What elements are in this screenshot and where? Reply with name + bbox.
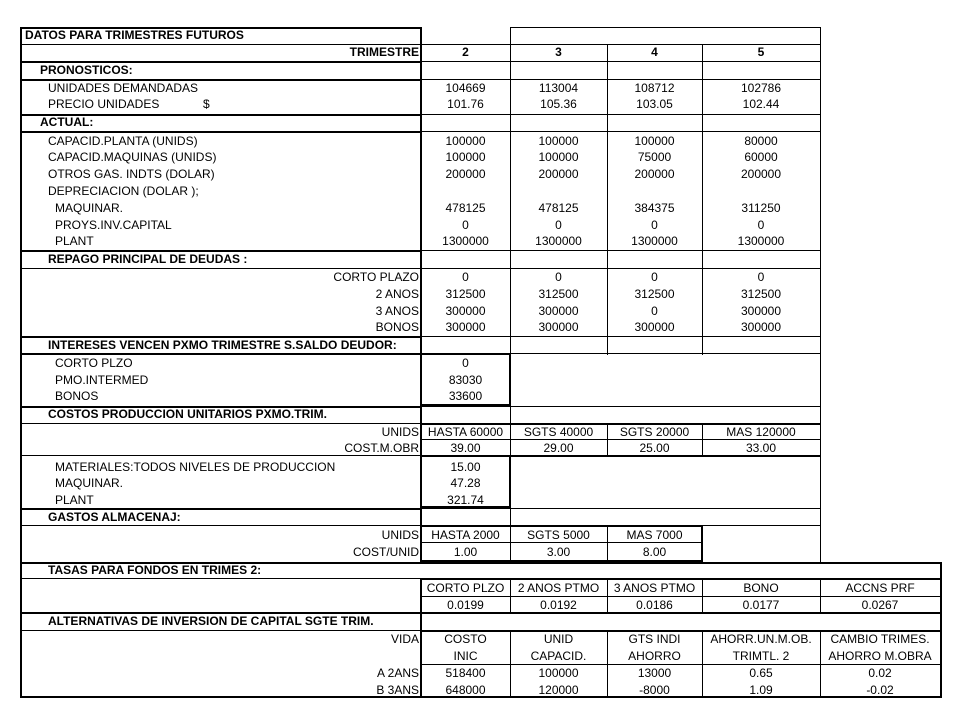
data-cell: SGTS 5000	[527, 528, 590, 542]
column-header: INIC	[453, 649, 478, 663]
row-label: UNIDS	[381, 425, 419, 439]
grid-line	[20, 268, 820, 269]
row-label: MAQUINAR.	[55, 476, 124, 490]
data-cell: 102786	[740, 81, 782, 95]
data-cell: 300000	[445, 320, 486, 334]
column-header: GTS INDI	[628, 632, 681, 646]
data-cell: 0.0199	[447, 598, 484, 612]
row-label: VIDA	[390, 632, 419, 646]
data-cell: 300000	[538, 320, 579, 334]
row-label: UNIDS	[381, 528, 419, 542]
data-cell: 200000	[740, 167, 782, 181]
column-header: AHORR.UN.M.OB.	[710, 632, 812, 646]
column-header: TRIMTL. 2	[732, 649, 790, 663]
section-header-almacenaj: GASTOS ALMACENAJ:	[48, 510, 181, 524]
data-cell: 25.00	[639, 441, 670, 455]
data-cell: 108712	[634, 81, 675, 95]
column-header: CAMBIO TRIMES.	[830, 632, 930, 646]
data-cell: 300000	[538, 304, 579, 318]
column-header: AHORRO M.OBRA	[828, 649, 932, 663]
row-label: OTROS GAS. INDTS (DOLAR)	[48, 167, 215, 181]
data-cell: 33.00	[745, 441, 777, 455]
row-label: CORTO PLZO	[55, 356, 133, 370]
row-label: CAPACID.PLANTA (UNIDS)	[48, 134, 198, 148]
data-cell: 300000	[740, 304, 782, 318]
data-cell: 1.09	[749, 683, 773, 697]
data-cell: CORTO PLZO	[426, 581, 505, 595]
grid-line	[420, 578, 941, 580]
data-cell: 200000	[445, 167, 486, 181]
section-header-actual: ACTUAL:	[40, 115, 94, 129]
data-cell: 311250	[741, 201, 781, 215]
data-cell: 312500	[445, 287, 486, 301]
data-cell: 103.05	[636, 97, 673, 111]
data-cell: 100000	[538, 134, 579, 148]
data-cell: 60000	[744, 150, 778, 164]
row-label: 2 ANOS	[375, 287, 419, 301]
data-cell: 478125	[445, 201, 486, 215]
data-cell: 29.00	[543, 441, 574, 455]
data-cell: MAS 7000	[626, 528, 683, 542]
data-cell: -8000	[639, 683, 670, 697]
column-header: UNID	[543, 632, 574, 646]
grid-line	[420, 353, 511, 355]
data-cell: 312500	[538, 287, 579, 301]
row-label: PROYS.INV.CAPITAL	[55, 218, 172, 232]
grid-line	[20, 353, 420, 355]
data-cell: 100000	[634, 134, 675, 148]
row-label: DEPRECIACION (DOLAR );	[48, 184, 199, 198]
section-header-tasas: TASAS PARA FONDOS EN TRIMES 2:	[48, 563, 262, 577]
data-cell: 478125	[538, 201, 579, 215]
data-cell: 0.65	[749, 666, 773, 680]
data-cell: 0.0192	[540, 598, 577, 612]
data-cell: -0.02	[866, 683, 894, 697]
data-cell: 518400	[445, 666, 486, 680]
data-cell: 3 ANOS PTMO	[613, 581, 696, 595]
row-label: MAQUINAR.	[55, 201, 124, 215]
data-cell: 0	[651, 304, 658, 318]
data-cell: 0	[757, 218, 765, 232]
data-cell: 33600	[448, 389, 483, 403]
quarter-header: 3	[555, 45, 562, 59]
data-cell: 39.00	[450, 441, 481, 455]
data-cell: 100000	[445, 150, 486, 164]
row-label: 3 ANOS	[375, 304, 419, 318]
sheet-title: DATOS PARA TRIMESTRES FUTUROS	[25, 28, 244, 42]
data-cell: 0.0267	[861, 598, 899, 612]
data-cell: 312500	[740, 287, 782, 301]
data-cell: 0.02	[868, 666, 892, 680]
data-cell: 100000	[445, 134, 486, 148]
row-label: COST/UNID	[353, 545, 419, 559]
row-label: CORTO PLAZO	[333, 270, 419, 284]
data-cell: 101.76	[447, 97, 484, 111]
grid-line	[820, 27, 821, 563]
trimestre-label: TRIMESTRE	[349, 45, 419, 59]
data-cell: ACCNS PRF	[845, 581, 915, 595]
data-cell: 0	[462, 270, 469, 284]
data-cell: 13000	[637, 666, 672, 680]
grid-line	[420, 542, 702, 543]
row-label: BONOS	[375, 320, 419, 334]
data-cell: 300000	[445, 304, 486, 318]
data-cell: 200000	[634, 167, 675, 181]
data-cell: 200000	[538, 167, 579, 181]
data-cell: 0	[555, 218, 562, 232]
quarter-header: 5	[757, 45, 765, 59]
grid-line	[420, 439, 820, 440]
grid-line	[420, 664, 941, 665]
data-cell: 100000	[538, 150, 579, 164]
data-cell: 0	[651, 270, 658, 284]
data-cell: 384375	[634, 201, 675, 215]
column-header: COSTO	[444, 632, 487, 646]
column-header: CAPACID.	[530, 649, 587, 663]
section-header-repago: REPAGO PRINCIPAL DE DEUDAS :	[48, 252, 248, 266]
data-cell: SGTS 40000	[523, 425, 594, 439]
row-label: CAPACID.MAQUINAS (UNIDS)	[48, 150, 217, 164]
quarter-header: 4	[651, 45, 658, 59]
grid-line	[20, 131, 420, 133]
data-cell: 102.44	[742, 97, 780, 111]
quarter-header: 2	[462, 45, 469, 59]
data-cell: 648000	[445, 683, 486, 697]
data-cell: MAS 120000	[726, 425, 796, 439]
data-cell: 1300000	[737, 234, 785, 248]
row-label: PRECIO UNIDADES	[48, 97, 160, 111]
data-cell: 0.0186	[636, 598, 673, 612]
row-label: UNIDADES DEMANDADAS	[48, 81, 199, 95]
data-cell: 15.00	[450, 460, 481, 474]
column-header: AHORRO	[628, 649, 681, 663]
grid-line	[420, 455, 820, 457]
data-cell: 80000	[744, 134, 778, 148]
data-cell: 1300000	[535, 234, 582, 248]
data-cell: 0.0177	[742, 598, 780, 612]
row-label: PLANT	[55, 493, 94, 507]
data-cell: 113004	[538, 81, 579, 95]
data-cell: 300000	[634, 320, 675, 334]
row-label: COST.M.OBR	[344, 441, 419, 455]
data-cell: 3.00	[546, 545, 571, 559]
data-cell: 47.28	[450, 476, 481, 490]
grid-line	[510, 27, 820, 28]
section-header-pronosticos: PRONOSTICOS:	[40, 63, 133, 77]
data-cell: 1300000	[442, 234, 489, 248]
section-header-intereses: INTERESES VENCEN PXMO TRIMESTRE S.SALDO DEUDOR:	[48, 338, 397, 352]
data-cell: 75000	[637, 150, 672, 164]
data-cell: 83030	[448, 373, 483, 387]
data-cell: HASTA 2000	[431, 528, 500, 542]
data-cell: 0	[757, 270, 765, 284]
data-cell: 0	[462, 356, 469, 370]
row-label: B 3ANS	[376, 683, 419, 697]
row-label: BONOS	[55, 389, 99, 403]
data-cell: 0	[651, 218, 658, 232]
data-cell: 104669	[445, 81, 486, 95]
data-cell: 105.36	[540, 97, 577, 111]
data-cell: 321.74	[447, 493, 484, 507]
data-cell: 0	[555, 270, 562, 284]
data-cell: HASTA 60000	[427, 425, 504, 439]
section-header-costos: COSTOS PRODUCCION UNITARIOS PXMO.TRIM.	[48, 407, 327, 421]
section-header-alternativas: ALTERNATIVAS DE INVERSION DE CAPITAL SGTE TRIM.	[48, 614, 374, 628]
data-cell: 8.00	[642, 545, 667, 559]
row-label: PLANT	[55, 234, 94, 248]
data-cell: 312500	[634, 287, 675, 301]
grid-line	[20, 44, 820, 45]
row-label: PMO.INTERMED	[55, 373, 149, 387]
grid-line	[20, 27, 22, 563]
row-label: A 2ANS	[376, 666, 419, 680]
data-cell: 300000	[740, 320, 782, 334]
row-label: MATERIALES:TODOS NIVELES DE PRODUCCION	[55, 460, 336, 474]
data-cell: 0	[462, 218, 469, 232]
unit-symbol: $	[203, 97, 210, 111]
data-cell: 1.00	[453, 545, 478, 559]
data-cell: SGTS 20000	[619, 425, 690, 439]
data-cell: 100000	[538, 666, 579, 680]
grid-line	[420, 596, 941, 597]
data-cell: 120000	[538, 683, 579, 697]
data-cell: BONO	[743, 581, 779, 595]
grid-line	[420, 525, 702, 527]
data-cell: 2 ANOS PTMO	[517, 581, 600, 595]
data-cell: 1300000	[631, 234, 678, 248]
